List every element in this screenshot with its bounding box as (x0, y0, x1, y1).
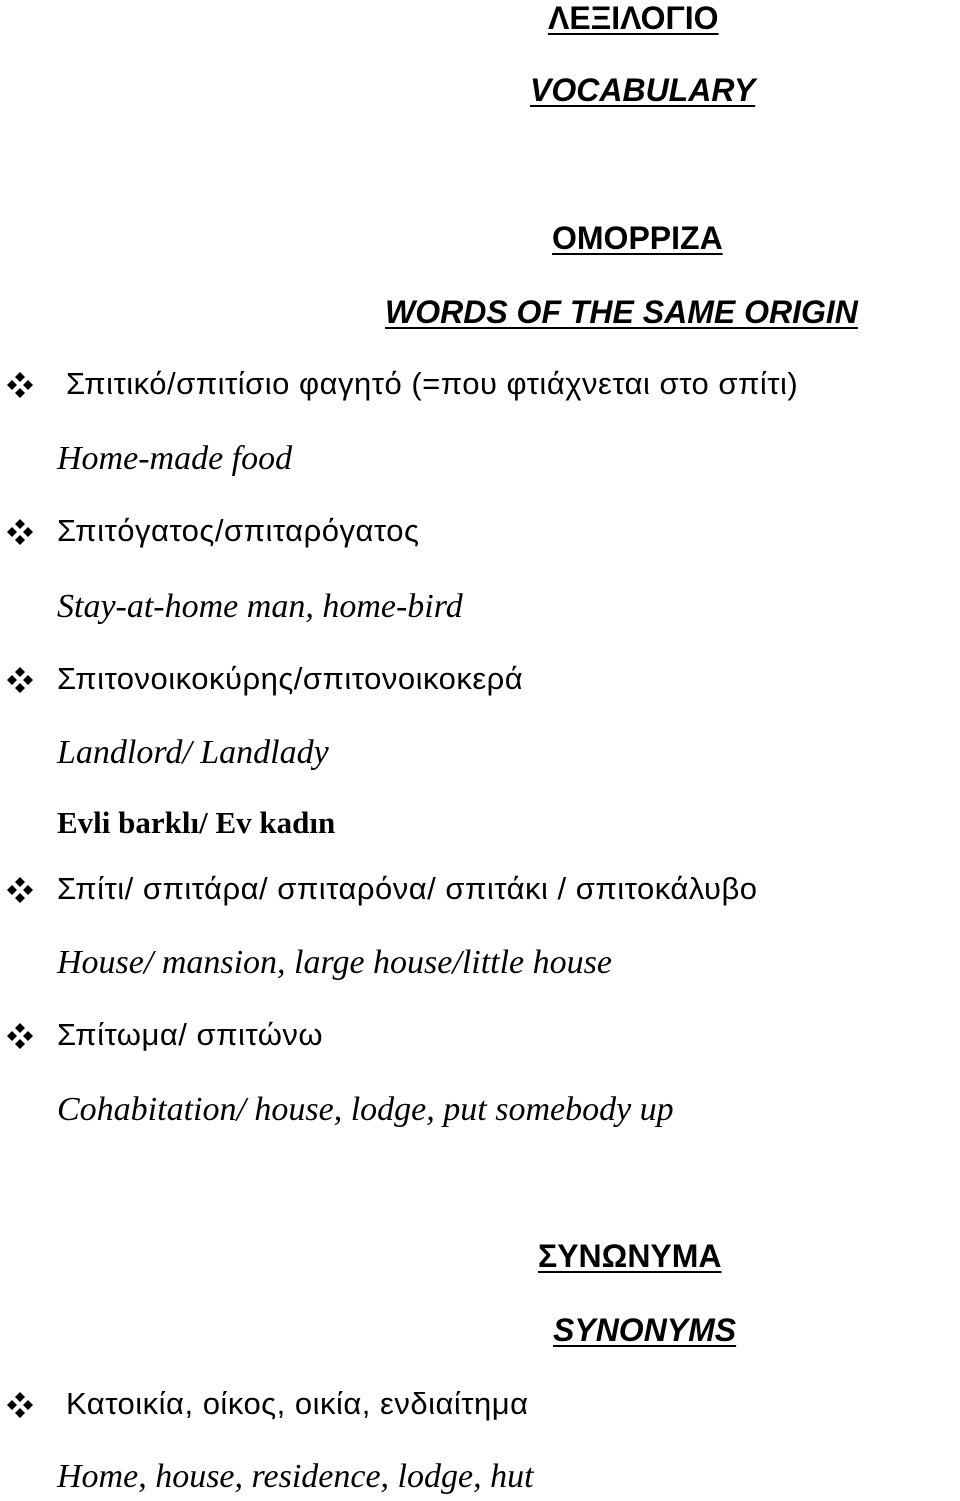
diamond-bullet-icon (6, 876, 34, 904)
diamond-bullet-icon (6, 666, 34, 694)
same-origin-entry-greek: Σπιτονοικοκύρης/σπιτονοικοκερά (57, 661, 524, 696)
same-origin-entry-greek: Σπίτι/ σπιτάρα/ σπιταρόνα/ σπιτάκι / σπιτοκάλυβο (57, 871, 758, 906)
same-origin-entry-english: House/ mansion, large house/little house (57, 944, 612, 981)
same-origin-entry-turkish: Evli barklı/ Ev kadın (57, 805, 336, 840)
same-origin-entry-english: Stay-at-home man, home-bird (57, 588, 463, 625)
diamond-bullet-icon (6, 1391, 34, 1419)
synonyms-title-english: SYNONYMS (553, 1312, 737, 1348)
same-origin-entry-english: Landlord/ Landlady (57, 734, 329, 771)
diamond-bullet-icon (6, 1022, 34, 1050)
synonyms-title-greek: ΣΥΝΩΝΥΜΑ (538, 1238, 722, 1274)
synonyms-entry-greek: Κατοικία, οίκος, οικία, ενδιαίτημα (66, 1386, 529, 1421)
same-origin-entry-greek: Σπίτωμα/ σπιτώνω (57, 1017, 324, 1052)
same-origin-title-greek: ΟΜΟΡΡΙΖΑ (552, 220, 723, 256)
vocabulary-title-english: VOCABULARY (530, 72, 756, 108)
synonyms-entry-english: Home, house, residence, lodge, hut (57, 1458, 534, 1495)
same-origin-entry-greek: Σπιτόγατος/σπιταρόγατος (57, 513, 420, 548)
same-origin-entry-greek: Σπιτικό/σπιτίσιο φαγητό (=που φτιάχνεται στο σπίτι) (66, 366, 799, 401)
same-origin-title-english: WORDS OF THE SAME ORIGIN (385, 294, 858, 330)
diamond-bullet-icon (6, 518, 34, 546)
diamond-bullet-icon (6, 371, 34, 399)
same-origin-entry-english: Home-made food (57, 440, 293, 477)
same-origin-entry-english: Cohabitation/ house, lodge, put somebody up (57, 1091, 674, 1128)
vocabulary-title-greek: ΛΕΞΙΛΟΓΙΟ (548, 0, 719, 36)
